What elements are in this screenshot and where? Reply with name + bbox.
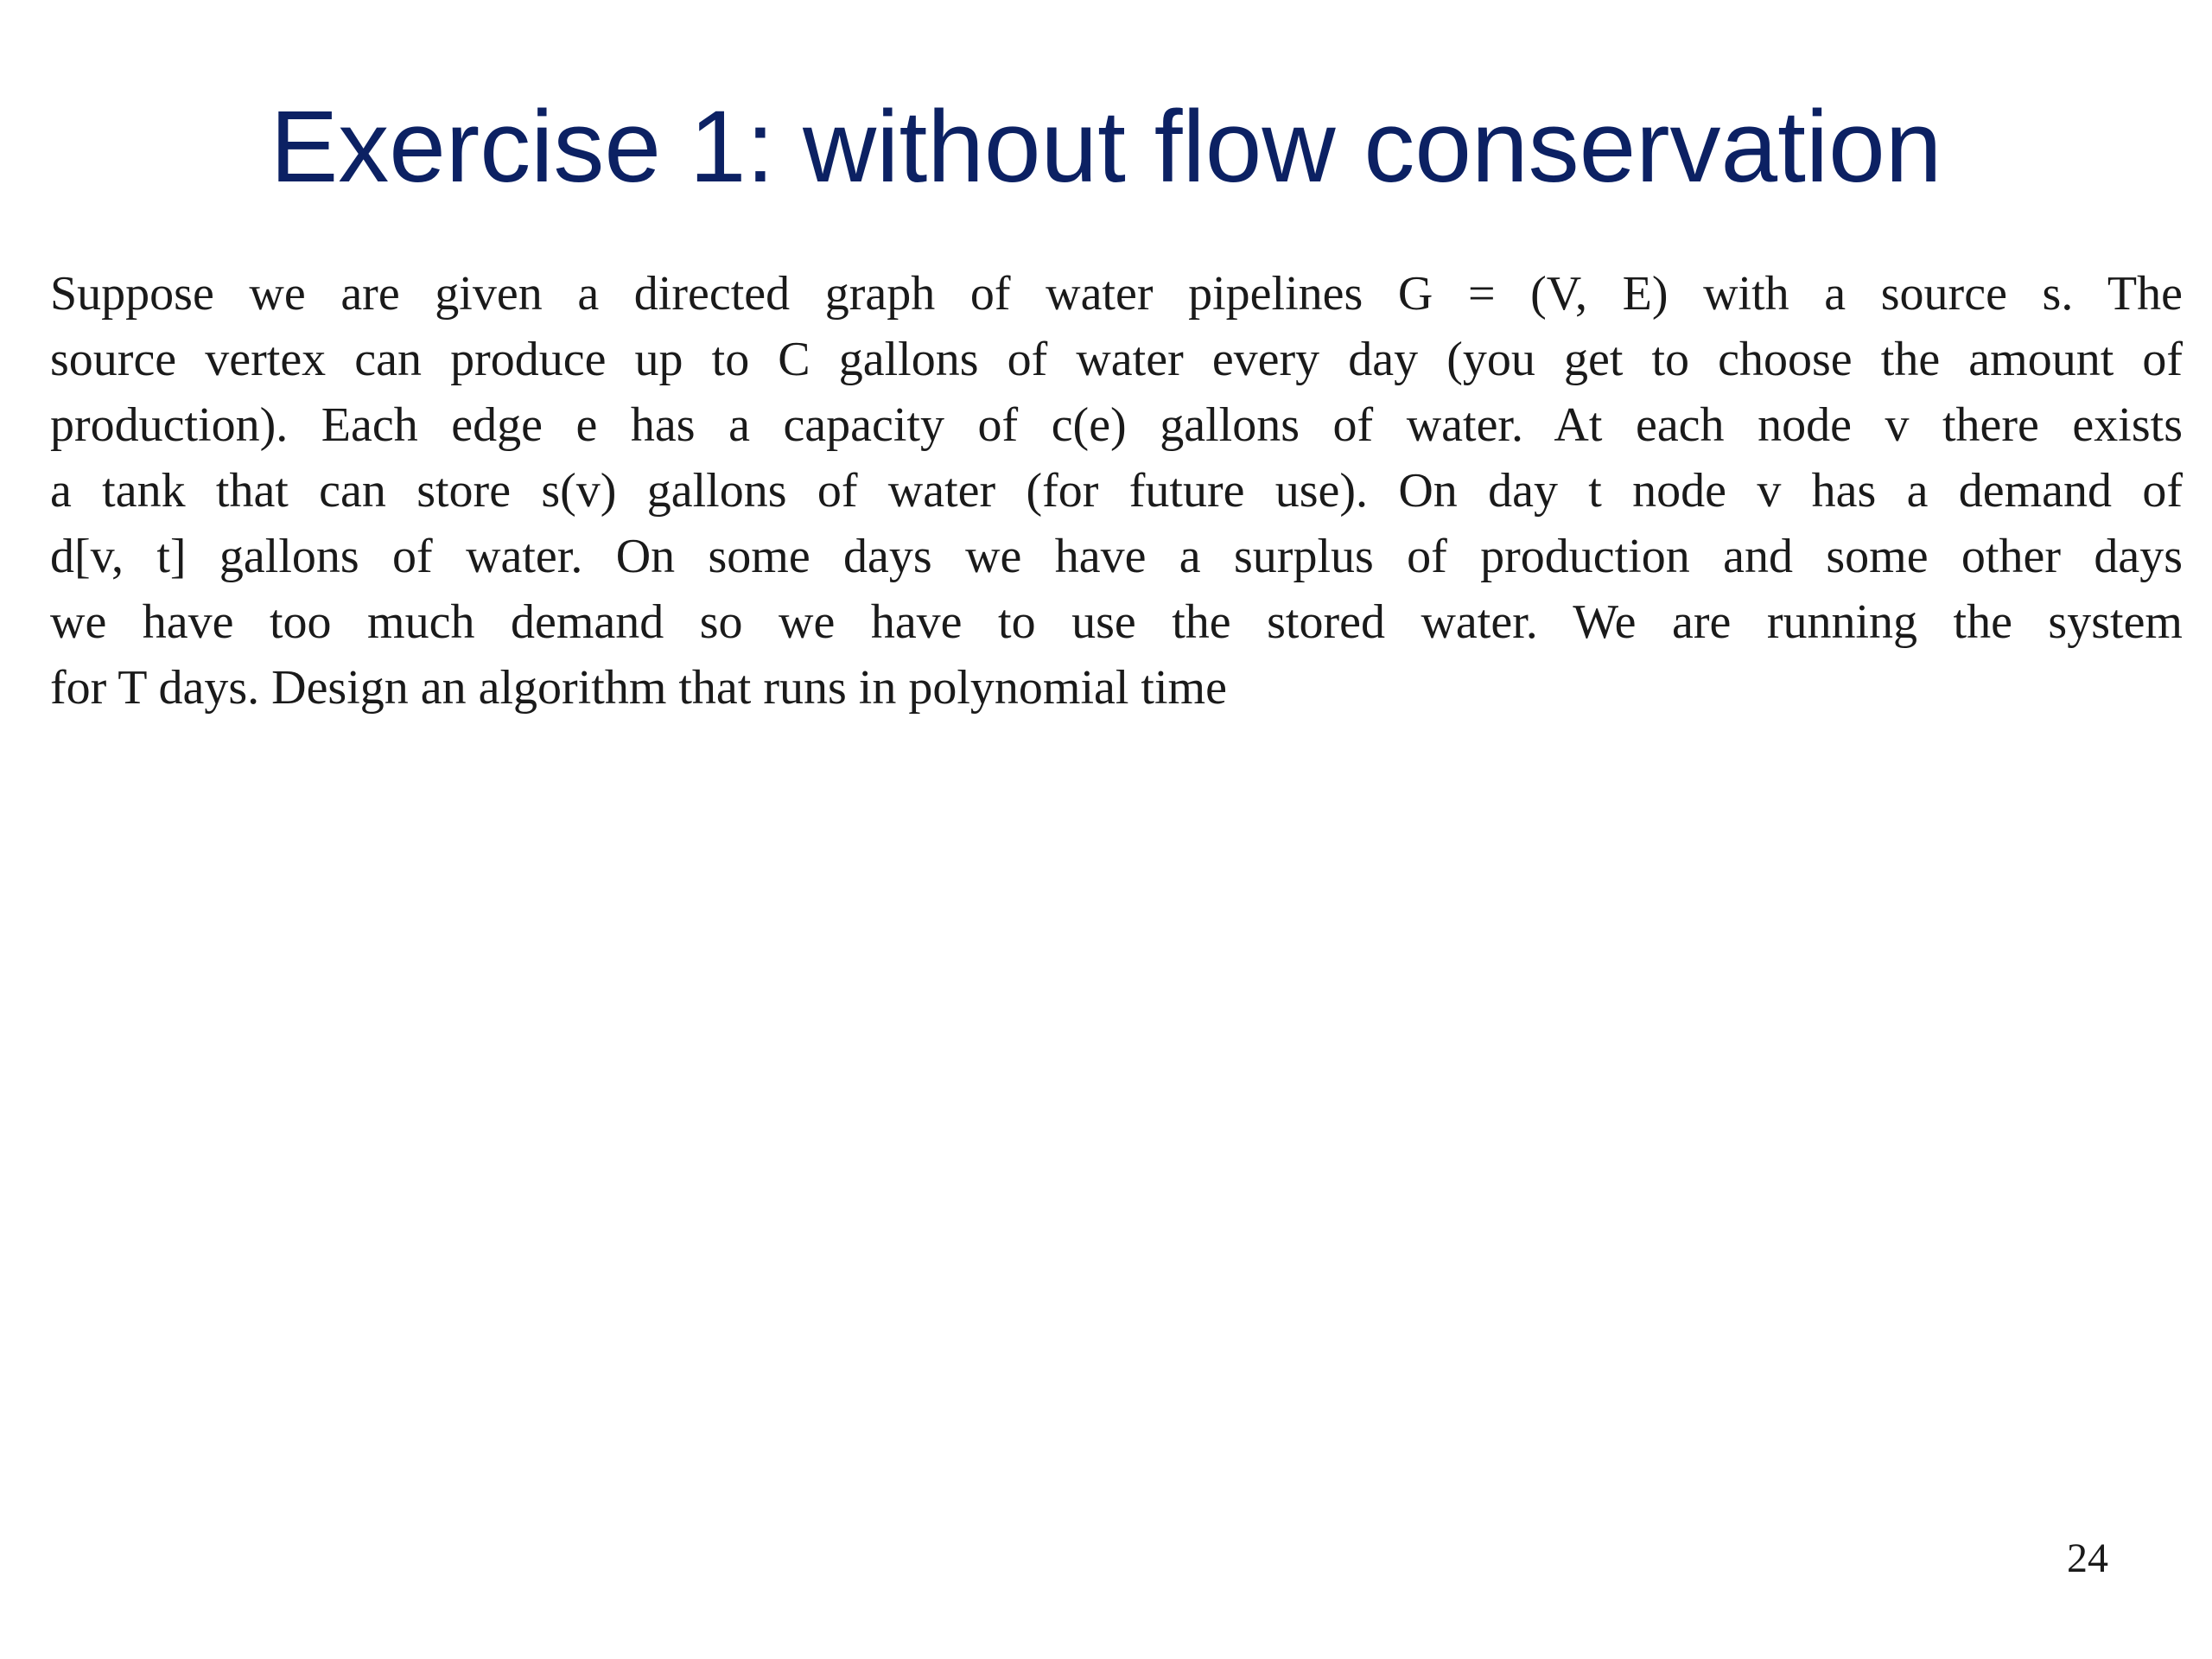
problem-line-4: a tank that can store s(v) gallons of water (for future use). On day t node v has a demand of xyxy=(50,464,2183,518)
slide-title: Exercise 1: without flow conservation xyxy=(270,90,1942,204)
problem-line-2: source vertex can produce up to C gallons of water every day (you get to choose the amount of xyxy=(50,333,2183,386)
page-number: 24 xyxy=(2067,1535,2108,1581)
problem-line-6: we have too much demand so we have to use the stored water. We are running the system xyxy=(50,595,2183,649)
problem-line-3: production). Each edge e has a capacity of c(e) gallons of water. At each node v there exists xyxy=(50,398,2183,452)
problem-statement xyxy=(50,261,2183,721)
problem-line-7: for T days. Design an algorithm that runs in polynomial time xyxy=(50,661,1227,715)
problem-line-5: d[v, t] gallons of water. On some days we have a surplus of production and some other days xyxy=(50,530,2183,583)
problem-line-1: Suppose we are given a directed graph of water pipelines G = (V, E) with a source s. The xyxy=(50,267,2183,321)
